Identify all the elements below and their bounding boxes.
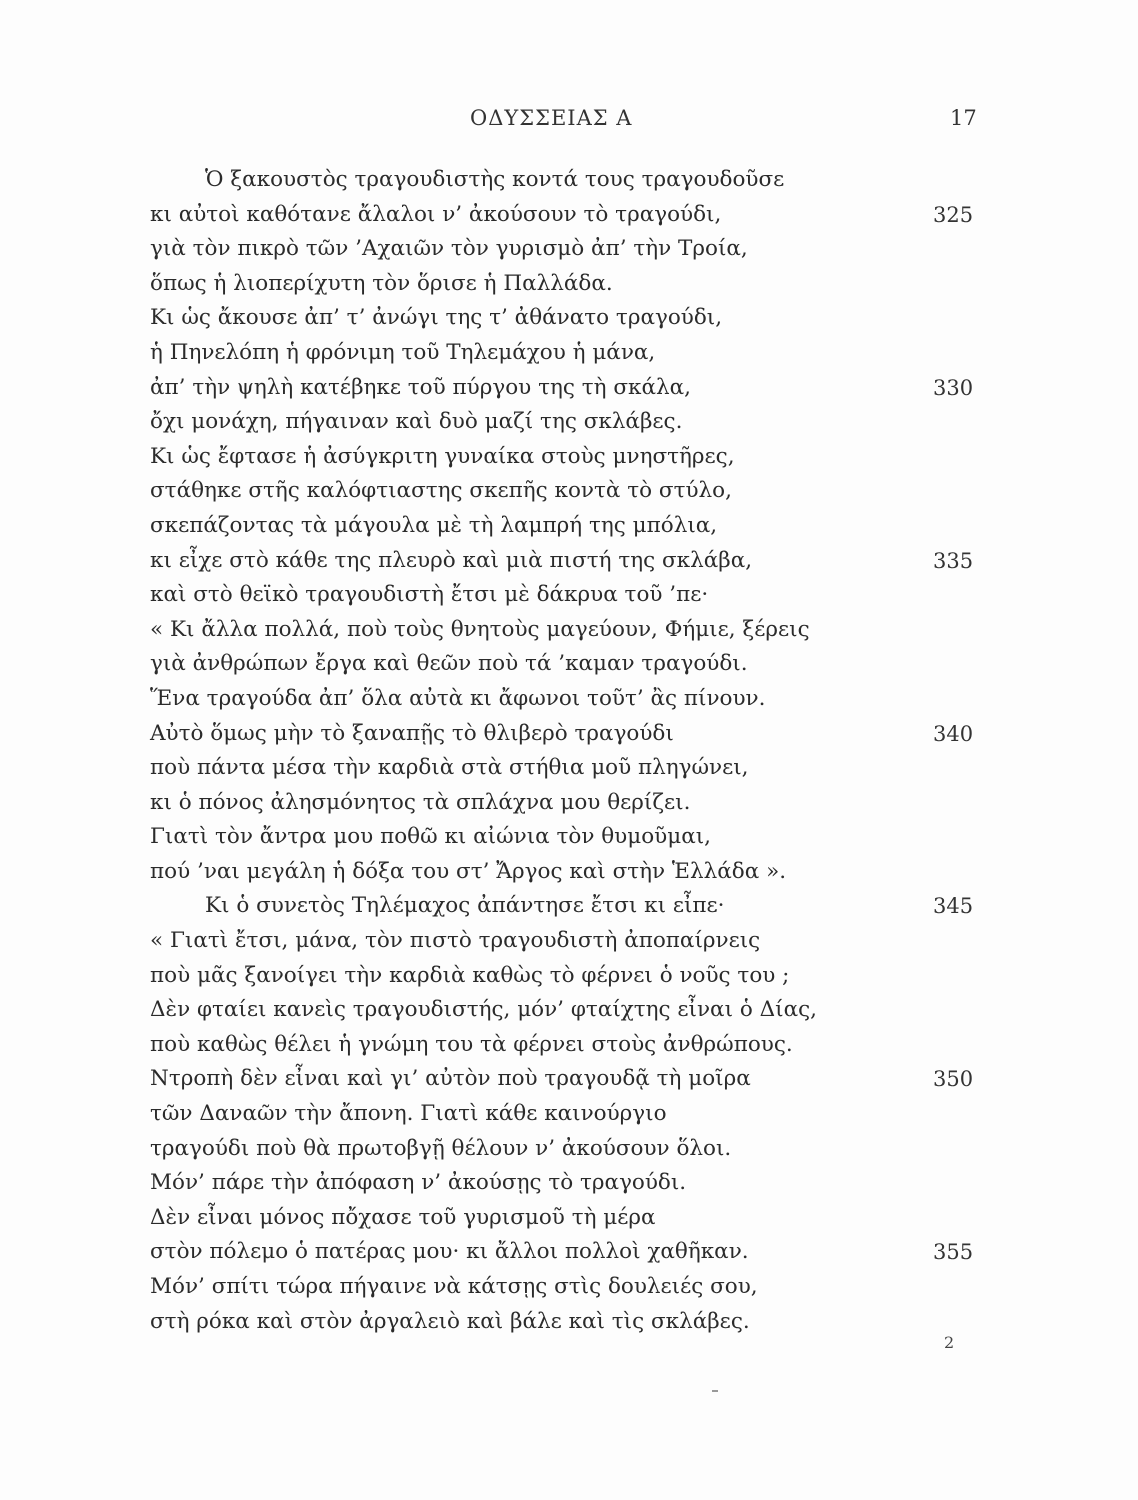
verse-text: Δὲν φταίει κανεὶς τραγουδιστής, μόν’ φταίχτης εἶναι ὁ Δίας,: [150, 997, 817, 1023]
verse-line: [0, 1097, 1138, 1132]
line-number: 340: [933, 721, 974, 746]
page-number: 17: [950, 106, 977, 130]
verse-text: καὶ στὸ θεϊκὸ τραγουδιστὴ ἔτσι μὲ δάκρυα τοῦ ’πε·: [150, 582, 709, 608]
line-number: 335: [933, 548, 974, 573]
verse-line: [0, 336, 1138, 371]
verse-line: [0, 613, 1138, 648]
verse-text: ἀπ’ τὴν ψηλὴ κατέβηκε τοῦ πύργου της τὴ σκάλα,: [150, 374, 691, 400]
verse-line: [0, 301, 1138, 336]
verse-line: [0, 1235, 1138, 1270]
verse-line: [0, 751, 1138, 786]
line-number: 345: [933, 894, 974, 919]
verse-text: ποὺ μᾶς ξανοίγει τὴν καρδιὰ καθὼς τὸ φέρνει ὁ νοῦς του ;: [150, 962, 790, 988]
verse-text: Ἕνα τραγούδα ἀπ’ ὅλα αὐτὰ κι ἄφωνοι τοῦτ’ ἂς πίνουν.: [150, 685, 766, 711]
verse-line: [0, 1166, 1138, 1201]
verse-line: [0, 959, 1138, 994]
verse-text: στὴ ρόκα καὶ στὸν ἀργαλειὸ καὶ βάλε καὶ τὶς σκλάβες.: [150, 1308, 750, 1334]
line-number: 355: [933, 1240, 974, 1265]
verse-line: [0, 1201, 1138, 1236]
verse-text: τραγούδι ποὺ θὰ πρωτοβγῇ θέλουν ν’ ἀκούσουν ὅλοι.: [150, 1135, 732, 1161]
verse-text: Κι ὁ συνετὸς Τηλέμαχος ἀπάντησε ἔτσι κι εἶπε·: [205, 893, 725, 919]
verse-text: ποὺ πάντα μέσα τὴν καρδιὰ στὰ στήθια μοῦ πληγώνει,: [150, 755, 749, 781]
verse-line: [0, 820, 1138, 855]
verse-text: ὅπως ἡ λιοπερίχυτη τὸν ὅρισε ἡ Παλλάδα.: [150, 270, 613, 296]
verse-line: [0, 855, 1138, 890]
verse-text: κι ὁ πόνος ἀλησμόνητος τὰ σπλάχνα μου θερίζει.: [150, 789, 691, 815]
verse-text: γιὰ ἀνθρώπων ἔργα καὶ θεῶν ποὺ τά ’καμαν τραγούδι.: [150, 651, 748, 677]
verse-line: [0, 474, 1138, 509]
verse-text: κι αὐτοὶ καθότανε ἄλαλοι ν’ ἀκούσουν τὸ τραγούδι,: [150, 201, 722, 227]
verse-text: Γιατὶ τὸν ἄντρα μου ποθῶ κι αἰώνια τὸν θυμοῦμαι,: [150, 824, 711, 850]
verse-line: [0, 1028, 1138, 1063]
verse-line: [0, 682, 1138, 717]
verse-block: [0, 163, 1138, 1339]
verse-text: γιὰ τὸν πικρὸ τῶν ’Αχαιῶν τὸν γυρισμὸ ἀπ’ τὴν Τροία,: [150, 236, 748, 262]
verse-text: στὸν πόλεμο ὁ πατέρας μου· κι ἄλλοι πολλοὶ χαθῆκαν.: [150, 1239, 749, 1265]
verse-line: [0, 267, 1138, 302]
verse-line: [0, 198, 1138, 233]
verse-line: [0, 232, 1138, 267]
verse-text: στάθηκε στῆς καλόφτιαστης σκεπῆς κοντὰ τὸ στύλο,: [150, 478, 732, 504]
verse-text: Μόν’ σπίτι τώρα πήγαινε νὰ κάτσῃς στὶς δουλειές σου,: [150, 1274, 758, 1299]
verse-line: [0, 1062, 1138, 1097]
running-title: ΟΔΥΣΣΕΙΑΣ Α: [470, 106, 633, 130]
verse-line: [0, 1270, 1138, 1305]
verse-text: Αὐτὸ ὅμως μὴν τὸ ξαναπῇς τὸ θλιβερὸ τραγούδι: [150, 720, 674, 746]
verse-line: [0, 1132, 1138, 1167]
verse-line: [0, 440, 1138, 475]
verse-line: [0, 405, 1138, 440]
line-number: 330: [933, 375, 974, 400]
verse-text: ὄχι μονάχη, πήγαιναν καὶ δυὸ μαζί της σκλάβες.: [150, 409, 683, 435]
verse-text: ἡ Πηνελόπη ἡ φρόνιμη τοῦ Τηλεμάχου ἡ μάνα,: [150, 339, 656, 365]
verse-line: [0, 509, 1138, 544]
print-speck: [712, 1390, 718, 1392]
verse-line: [0, 889, 1138, 924]
verse-line: [0, 578, 1138, 613]
verse-text: σκεπάζοντας τὰ μάγουλα μὲ τὴ λαμπρή της μπόλια,: [150, 512, 718, 538]
page-header: [0, 106, 1138, 136]
verse-text: ποὺ καθὼς θέλει ἡ γνώμη του τὰ φέρνει στοὺς ἀνθρώπους.: [150, 1031, 793, 1057]
signature-mark: 2: [944, 1333, 955, 1352]
verse-line: [0, 717, 1138, 752]
verse-text: Κι ὡς ἔφτασε ἡ ἀσύγκριτη γυναίκα στοὺς μνηστῆρες,: [150, 443, 735, 469]
verse-line: [0, 163, 1138, 198]
verse-text: κι εἶχε στὸ κάθε της πλευρὸ καὶ μιὰ πιστή της σκλάβα,: [150, 547, 753, 573]
verse-line: [0, 371, 1138, 406]
verse-text: Μόν’ πάρε τὴν ἀπόφαση ν’ ἀκούσῃς τὸ τραγούδι.: [150, 1170, 687, 1196]
verse-line: [0, 924, 1138, 959]
verse-text: Κι ὡς ἄκουσε ἀπ’ τ’ ἀνώγι της τ’ ἀθάνατο τραγούδι,: [150, 305, 723, 331]
line-number: 325: [933, 202, 974, 227]
verse-text: Δὲν εἶναι μόνος πὄχασε τοῦ γυρισμοῦ τὴ μέρα: [150, 1204, 656, 1230]
line-number: 350: [933, 1067, 974, 1092]
verse-text: τῶν Δαναῶν τὴν ἄπονη. Γιατὶ κάθε καινούργιο: [150, 1101, 667, 1127]
verse-line: [0, 993, 1138, 1028]
verse-text: « Γιατὶ ἔτσι, μάνα, τὸν πιστὸ τραγουδιστὴ ἀποπαίρνεις: [150, 928, 761, 954]
verse-text: πού ’ναι μεγάλη ἡ δόξα του στ’ Ἄργος καὶ στὴν Ἑλλάδα ».: [150, 858, 787, 884]
verse-line: [0, 1305, 1138, 1340]
verse-line: [0, 544, 1138, 579]
verse-line: [0, 786, 1138, 821]
verse-text: Ὁ ξακουστὸς τραγουδιστὴς κοντά τους τραγουδοῦσε: [205, 167, 785, 192]
verse-line: [0, 647, 1138, 682]
verse-text: Ντροπὴ δὲν εἶναι καὶ γι’ αὐτὸν ποὺ τραγουδᾷ τὴ μοῖρα: [150, 1066, 751, 1092]
verse-text: « Κι ἄλλα πολλά, ποὺ τοὺς θνητοὺς μαγεύουν, Φήμιε, ξέρεις: [150, 616, 810, 642]
